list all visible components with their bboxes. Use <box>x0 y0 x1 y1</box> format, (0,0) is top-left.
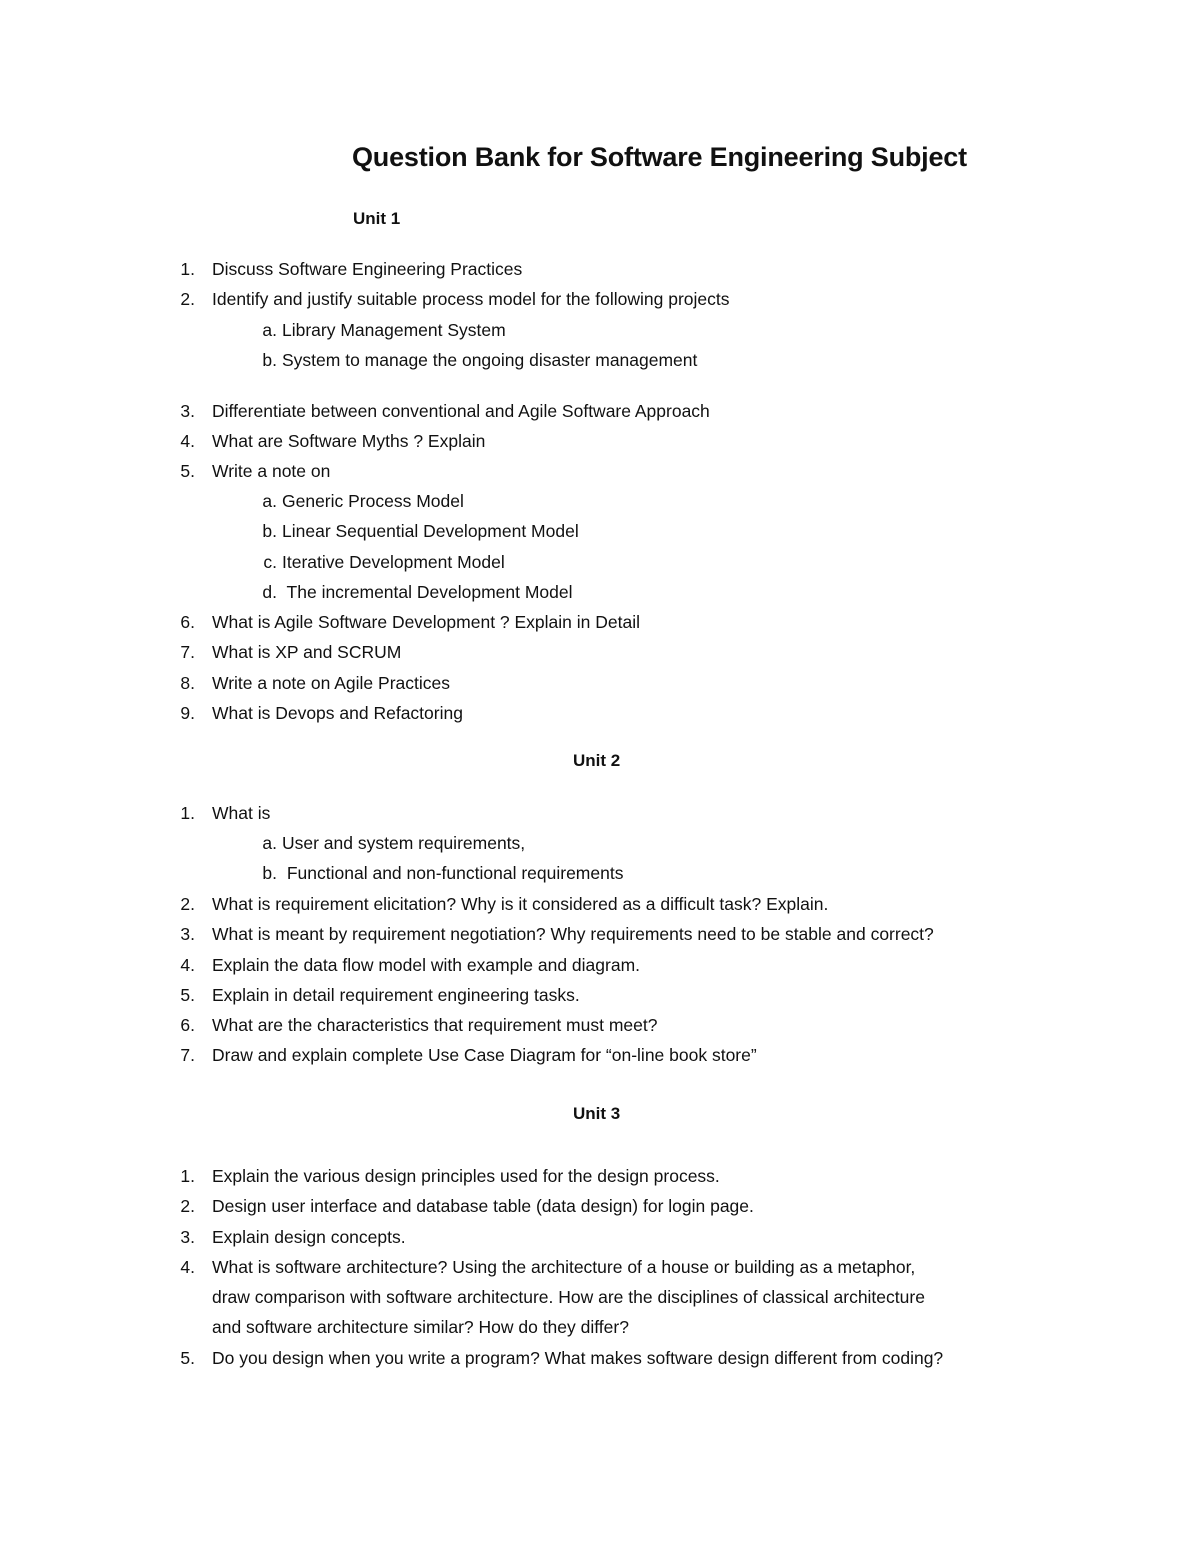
subquestion-letter: c. <box>263 552 277 572</box>
subquestion-text: System to manage the ongoing disaster management <box>282 350 698 370</box>
question-text-line-1: What is software architecture? Using the architecture of a house or building as a metaphor, <box>212 1257 916 1277</box>
question-text: Write a note on <box>212 461 331 481</box>
question-text: Explain the various design principles used for the design process. <box>212 1166 720 1186</box>
unit-1-heading: Unit 1 <box>353 209 401 228</box>
question-text: What is XP and SCRUM <box>212 642 402 662</box>
question-text: Explain design concepts. <box>212 1227 406 1247</box>
question-number: 4. <box>180 955 195 975</box>
question-text: Draw and explain complete Use Case Diagram for “on-line book store” <box>212 1045 757 1065</box>
question-text: Design user interface and database table (data design) for login page. <box>212 1196 754 1216</box>
question-number: 1. <box>180 803 195 823</box>
subquestion-letter: b. <box>262 863 277 883</box>
question-number: 2. <box>180 1196 195 1216</box>
question-text: Write a note on Agile Practices <box>212 673 450 693</box>
question-text: What is Agile Software Development ? Explain in Detail <box>212 612 640 632</box>
question-number: 9. <box>180 703 195 723</box>
subquestion-text: Iterative Development Model <box>282 552 505 572</box>
question-text: Explain the data flow model with example and diagram. <box>212 955 641 975</box>
subquestion-text: Linear Sequential Development Model <box>282 521 579 541</box>
question-text-line-3: and software architecture similar? How do they differ? <box>212 1317 629 1337</box>
question-number: 1. <box>180 1166 195 1186</box>
question-text-line-2: draw comparison with software architecture. How are the disciplines of classical architecture <box>212 1287 925 1307</box>
subquestion-letter: a. <box>262 491 277 511</box>
question-number: 6. <box>180 1015 195 1035</box>
question-text: Differentiate between conventional and Agile Software Approach <box>212 401 710 421</box>
question-number: 3. <box>180 924 195 944</box>
question-number: 5. <box>180 1348 195 1368</box>
subquestion-text: Generic Process Model <box>282 491 464 511</box>
question-text: Discuss Software Engineering Practices <box>212 259 523 279</box>
question-number: 2. <box>180 289 195 309</box>
question-number: 5. <box>180 985 195 1005</box>
question-number: 1. <box>180 259 195 279</box>
question-number: 6. <box>180 612 195 632</box>
subquestion-letter: a. <box>262 833 277 853</box>
question-number: 7. <box>180 642 195 662</box>
subquestion-text: User and system requirements, <box>282 833 526 853</box>
question-number: 7. <box>180 1045 195 1065</box>
question-number: 4. <box>180 1257 195 1277</box>
document-title: Question Bank for Software Engineering Subject <box>352 142 967 172</box>
subquestion-letter: b. <box>262 521 277 541</box>
question-text: What is Devops and Refactoring <box>212 703 463 723</box>
question-text: What are Software Myths ? Explain <box>212 431 486 451</box>
question-number: 2. <box>180 894 195 914</box>
subquestion-text: Library Management System <box>282 320 506 340</box>
question-text: What are the characteristics that requirement must meet? <box>212 1015 658 1035</box>
subquestion-text: The incremental Development Model <box>282 582 573 602</box>
question-number: 3. <box>180 1227 195 1247</box>
question-number: 4. <box>180 431 195 451</box>
question-number: 5. <box>180 461 195 481</box>
unit-2-heading: Unit 2 <box>573 751 621 770</box>
subquestion-letter: a. <box>262 320 277 340</box>
question-number: 8. <box>180 673 195 693</box>
question-text: What is <box>212 803 271 823</box>
unit-3-heading: Unit 3 <box>573 1104 621 1123</box>
subquestion-letter: d. <box>262 582 277 602</box>
question-number: 3. <box>180 401 195 421</box>
question-text: Do you design when you write a program? What makes software design different from coding? <box>212 1348 944 1368</box>
subquestion-text: Functional and non-functional requirements <box>282 863 624 883</box>
question-text: Identify and justify suitable process model for the following projects <box>212 289 730 309</box>
question-text: What is meant by requirement negotiation? Why requirements need to be stable and correct? <box>212 924 934 944</box>
subquestion-letter: b. <box>262 350 277 370</box>
question-text: Explain in detail requirement engineering tasks. <box>212 985 580 1005</box>
question-text: What is requirement elicitation? Why is it considered as a difficult task? Explain. <box>212 894 829 914</box>
